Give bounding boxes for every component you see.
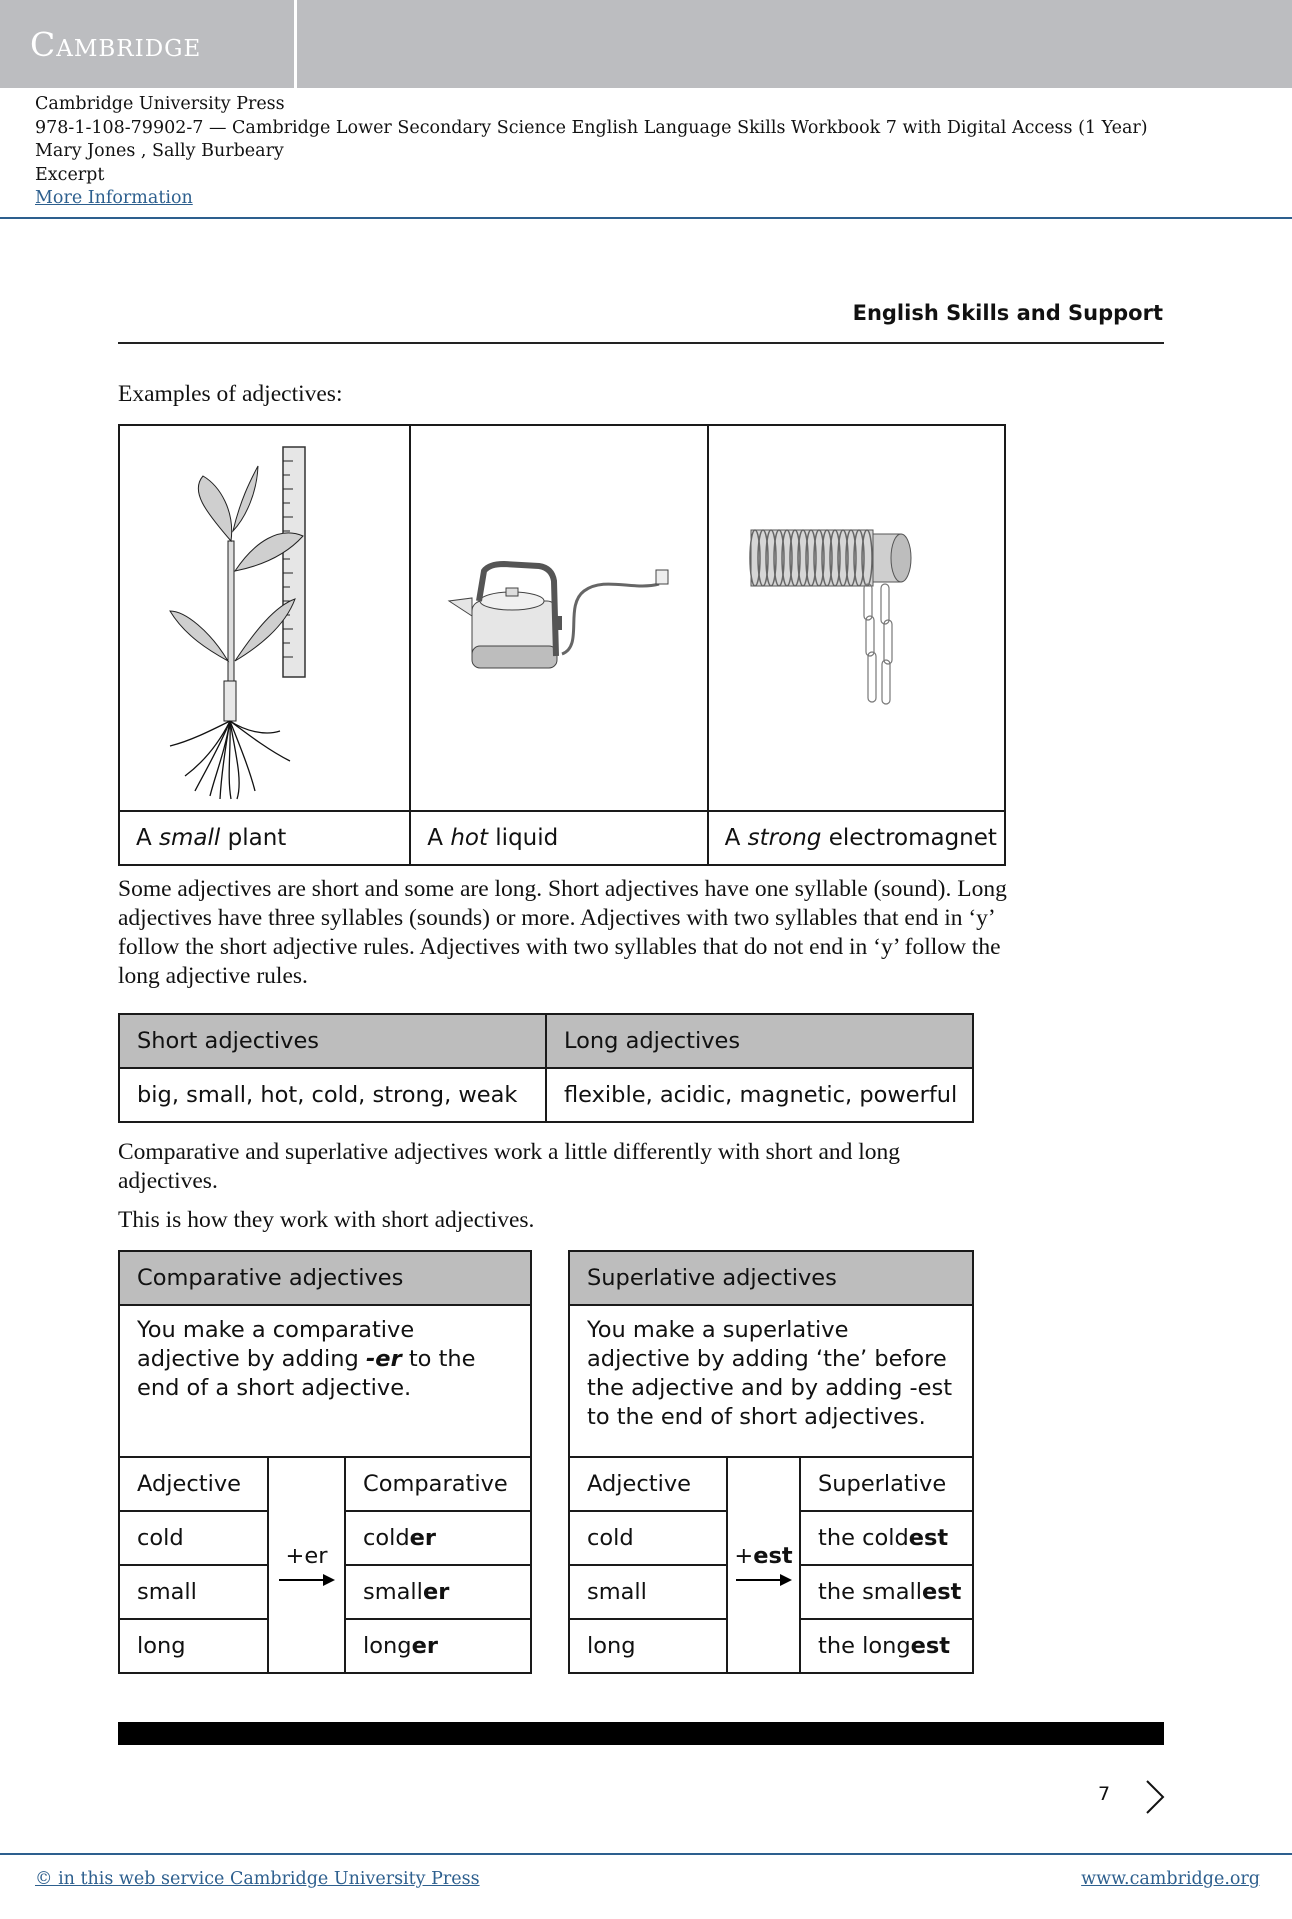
short-long-adjectives-table — [118, 1013, 974, 1123]
examples-table — [118, 424, 1006, 866]
table-cell: big, small, hot, cold, strong, weak — [119, 1068, 546, 1122]
comparative-adjectives-table — [118, 1250, 532, 1674]
column-header: Comparative — [345, 1457, 531, 1511]
running-head-rule — [118, 342, 1164, 344]
table-row: long the longest — [569, 1619, 973, 1673]
table-row: long longer — [119, 1619, 531, 1673]
example-image-cell — [410, 425, 707, 811]
operator-label: +est — [734, 1543, 793, 1569]
authors: Mary Jones , Sally Burbeary — [35, 141, 284, 161]
example-caption: A small plant — [119, 811, 410, 865]
isbn-title: 978-1-108-79902-7 — Cambridge Lower Secondary Science English Language Skills Workbook 7 with Digital Access (1 Year) — [35, 117, 1148, 138]
table-description: You make a superlative adjective by adding ‘the’ before the adjective and by adding -est to the end of short adjectives. — [569, 1305, 973, 1457]
column-header: Adjective — [569, 1457, 727, 1511]
more-information-link[interactable]: More Information — [35, 188, 193, 208]
electric-kettle-illustration — [444, 546, 674, 686]
chevron-right-icon[interactable] — [1144, 1779, 1166, 1815]
table-title: Comparative adjectives — [119, 1251, 531, 1305]
paragraph-comparative-intro: Comparative and superlative adjectives work a little differently with short and long adjectives. — [118, 1139, 901, 1194]
example-caption: A hot liquid — [410, 811, 707, 865]
example-caption: A strong electromagnet — [708, 811, 1005, 865]
copyright-link[interactable]: © in this web service Cambridge University Press — [35, 1869, 480, 1889]
operator-cell — [268, 1457, 345, 1673]
header-rule — [0, 217, 1292, 219]
table-description: You make a comparative adjective by adding -er to the end of a short adjective. — [119, 1305, 531, 1457]
column-header: Short adjectives — [119, 1014, 546, 1068]
table-row: cold the coldest — [569, 1511, 973, 1565]
arrow-right-icon — [279, 1573, 335, 1587]
table-row: small the smallest — [569, 1565, 973, 1619]
table-cell: flexible, acidic, magnetic, powerful — [546, 1068, 973, 1122]
page-number: 7 — [1098, 1783, 1111, 1805]
table-row: cold colder — [119, 1511, 531, 1565]
operator-cell — [727, 1457, 800, 1673]
arrow-right-icon — [736, 1573, 792, 1587]
column-header: Superlative — [800, 1457, 973, 1511]
page-bottom-bar — [118, 1722, 1164, 1745]
column-header: Long adjectives — [546, 1014, 973, 1068]
running-head: English Skills and Support — [852, 301, 1163, 325]
example-image-cell — [119, 425, 410, 811]
publisher: Cambridge University Press — [35, 94, 285, 114]
cambridge-logo[interactable]: Cambridge — [30, 25, 202, 64]
electromagnet-illustration — [741, 516, 971, 716]
column-header: Adjective — [119, 1457, 268, 1511]
paragraph-short-intro: This is how they work with short adjectives. — [118, 1207, 535, 1233]
example-image-cell — [708, 425, 1005, 811]
cambridge-site-link[interactable]: www.cambridge.org — [1081, 1869, 1260, 1889]
intro-text: Examples of adjectives: — [118, 381, 343, 407]
plant-with-ruler-illustration — [165, 431, 365, 801]
footer-rule — [0, 1853, 1292, 1855]
superlative-adjectives-table — [568, 1250, 974, 1674]
paragraph-syllables: Some adjectives are short and some are long. Short adjectives have one syllable (sound). Long adjectives have three syllables (sounds) or more. Adjectives with two syllables that end in ‘y’ follow the short adjective rules. Adjectives with two syllables that do not end in ‘y’ follow the long adjective rules. — [118, 876, 1007, 989]
book-metadata — [35, 93, 1148, 211]
table-row: small smaller — [119, 1565, 531, 1619]
operator-label: +er — [285, 1543, 328, 1569]
header-divider — [294, 0, 297, 88]
excerpt-label: Excerpt — [35, 164, 105, 185]
table-title: Superlative adjectives — [569, 1251, 973, 1305]
